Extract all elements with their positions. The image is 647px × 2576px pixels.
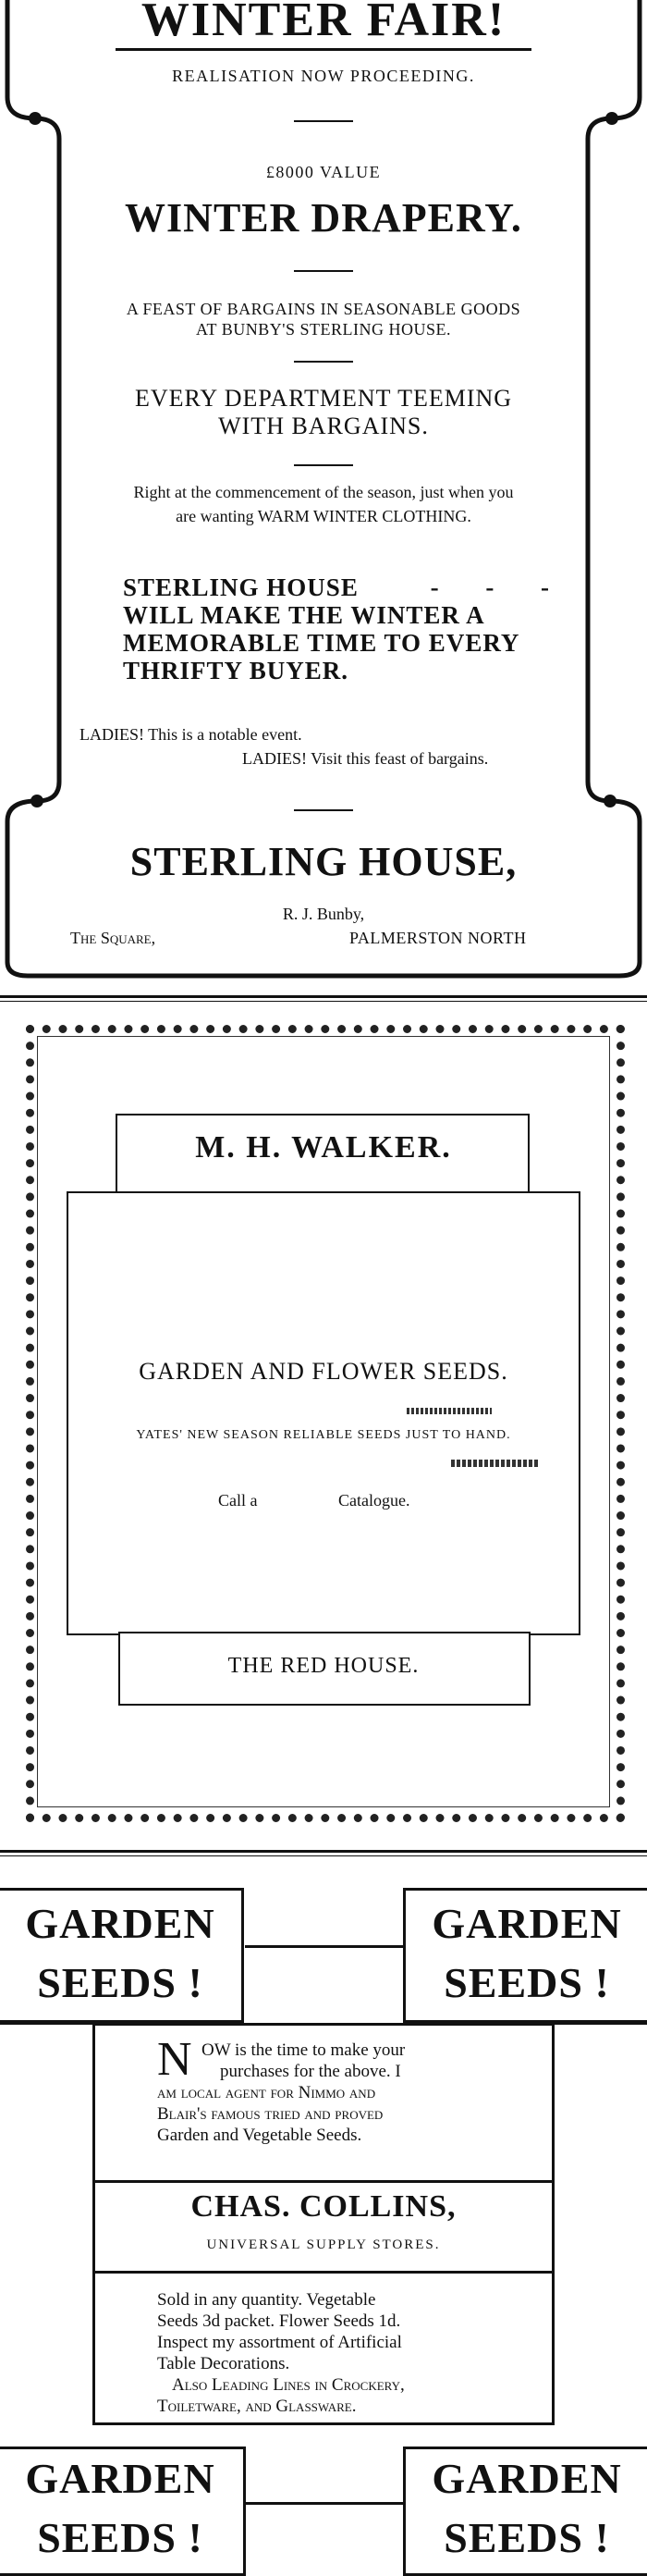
- sold-line-4: Table Decorations.: [157, 2354, 290, 2373]
- feast-line-1: A FEAST OF BARGAINS IN SEASONABLE GOODS: [126, 300, 521, 318]
- intro-line-2: purchases for the above. I: [220, 2062, 401, 2081]
- divider: [92, 2271, 555, 2274]
- corner-box-bottom-left: [0, 2447, 246, 2576]
- title-underline: [116, 48, 531, 51]
- season-line-1: Right at the commencement of the season, just when you: [133, 483, 514, 501]
- garden-flower-seeds-heading: GARDEN AND FLOWER SEEDS.: [139, 1358, 508, 1385]
- corner-box-bottom-right: [403, 2447, 647, 2576]
- divider: [294, 361, 353, 363]
- print-smudge: [451, 1460, 538, 1467]
- sterling-house-line-2: WILL MAKE THE WINTER A: [123, 601, 485, 629]
- intro-line-3: am local agent for Nimmo and: [157, 2083, 376, 2102]
- drop-cap: N: [157, 2033, 192, 2086]
- intro-line-4: Blair's famous tried and proved: [157, 2104, 384, 2124]
- divider: [294, 464, 353, 466]
- red-house-label: THE RED HOUSE.: [227, 1654, 420, 1678]
- divider: [294, 120, 353, 122]
- sterling-house-store-name: STERLING HOUSE,: [129, 839, 518, 884]
- column-separator: [0, 995, 647, 998]
- corner-box-top-left: [0, 1888, 244, 2023]
- seeds-box: [67, 1191, 580, 1635]
- intro-line-1: OW is the time to make your: [201, 2040, 406, 2060]
- address-left: The Square,: [70, 929, 156, 947]
- divider: [294, 270, 353, 272]
- sold-line-1: Sold in any quantity. Vegetable: [157, 2290, 376, 2310]
- proprietor-name: R. J. Bunby,: [282, 905, 365, 923]
- intro-line-5: Garden and Vegetable Seeds.: [157, 2126, 362, 2145]
- divider: [294, 809, 353, 811]
- m-h-walker-advertisement: [0, 1025, 647, 1839]
- value-line: £8000 VALUE: [265, 163, 382, 181]
- ladies-line-1: LADIES! This is a notable event.: [79, 725, 302, 744]
- sterling-house-line-1: STERLING HOUSE - - -: [123, 573, 570, 601]
- seeds-word: SEEDS !: [444, 2514, 610, 2561]
- sold-line-6: Toiletware, and Glassware.: [157, 2397, 357, 2416]
- garden-word: GARDEN: [432, 1900, 622, 1947]
- call-text: Call a: [218, 1491, 258, 1510]
- seeds-word: SEEDS !: [444, 1959, 610, 2006]
- sold-line-2: Seeds 3d packet. Flower Seeds 1d.: [157, 2311, 401, 2331]
- sold-line-5: Also Leading Lines in Crockery,: [172, 2375, 405, 2395]
- garden-word: GARDEN: [432, 2455, 622, 2502]
- column-separator: [0, 1001, 647, 1002]
- season-line-2: are wanting WARM WINTER CLOTHING.: [176, 507, 471, 525]
- catalogue-text: Catalogue.: [338, 1491, 410, 1510]
- garden-seeds-advertisement: [0, 1855, 647, 2561]
- winter-fair-advertisement: [0, 0, 647, 980]
- winter-drapery-headline: WINTER DRAPERY.: [125, 195, 522, 240]
- winter-fair-title: WINTER FAIR!: [140, 0, 507, 46]
- seeds-word: SEEDS !: [37, 1959, 203, 2006]
- sold-line-3: Inspect my assortment of Artificial: [157, 2333, 402, 2352]
- chas-collins-name: CHAS. COLLINS,: [190, 2189, 457, 2224]
- department-line-1: EVERY DEPARTMENT TEEMING: [134, 385, 513, 412]
- sterling-house-line-3: MEMORABLE TIME TO EVERY: [123, 629, 520, 657]
- sterling-house-line-4: THRIFTY BUYER.: [123, 657, 349, 684]
- department-line-2: WITH BARGAINS.: [218, 413, 429, 439]
- garden-word: GARDEN: [25, 1900, 215, 1947]
- divider: [92, 2180, 555, 2183]
- column-separator: [0, 1850, 647, 1853]
- garden-word: GARDEN: [25, 2455, 215, 2502]
- realisation-subtitle: REALISATION NOW PROCEEDING.: [172, 67, 475, 85]
- m-h-walker-name: M. H. WALKER.: [195, 1130, 452, 1165]
- connector-line: [245, 2502, 404, 2505]
- connector-line: [245, 1945, 404, 1948]
- seeds-word: SEEDS !: [37, 2514, 203, 2561]
- universal-supply-stores: UNIVERSAL SUPPLY STORES.: [206, 2237, 441, 2252]
- print-smudge: [407, 1408, 492, 1414]
- feast-line-2: AT BUNBY'S STERLING HOUSE.: [196, 320, 451, 339]
- corner-box-top-right: [403, 1888, 647, 2023]
- yates-seeds-line: YATES' NEW SEASON RELIABLE SEEDS JUST TO HAND.: [136, 1428, 511, 1442]
- ladies-line-2: LADIES! Visit this feast of bargains.: [242, 749, 489, 768]
- address-right: PALMERSTON NORTH: [349, 929, 527, 947]
